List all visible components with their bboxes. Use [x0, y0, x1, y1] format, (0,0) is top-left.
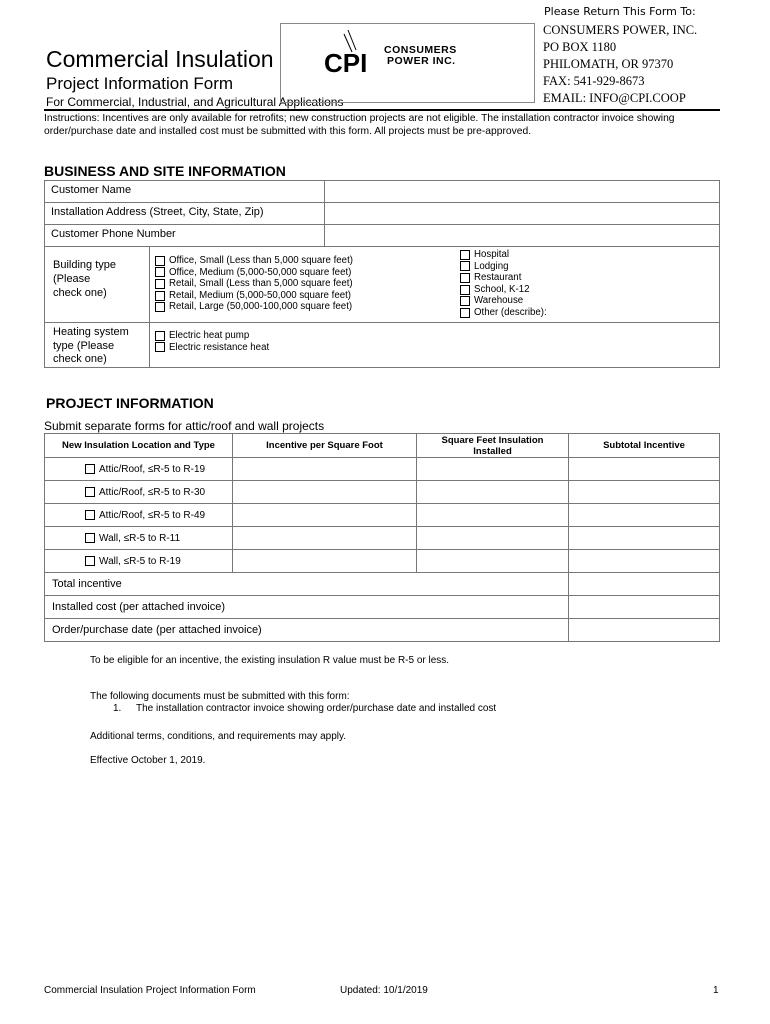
checkbox[interactable] [85, 510, 95, 520]
checkbox[interactable] [460, 273, 470, 283]
location-option[interactable]: Attic/Roof, ≤R-5 to R-30 [45, 481, 233, 504]
subtotal-cell[interactable] [569, 481, 720, 504]
installed-cost-label: Installed cost (per attached invoice) [45, 596, 569, 619]
phone-field[interactable] [325, 225, 720, 247]
table-row [45, 458, 720, 481]
logo-mark-text: CPI [324, 48, 368, 78]
square-feet-cell[interactable] [417, 550, 569, 573]
order-date-label: Order/purchase date (per attached invoice) [45, 619, 569, 642]
phone-label: Customer Phone Number [45, 225, 325, 247]
incentive-cell[interactable] [233, 481, 417, 504]
logo-line: POWER INC. [387, 55, 456, 67]
square-feet-cell[interactable] [417, 504, 569, 527]
building-options-right [460, 249, 547, 319]
heating-option[interactable]: Electric resistance heat [155, 342, 269, 354]
building-option[interactable]: Lodging [460, 261, 547, 273]
checkbox[interactable] [155, 256, 165, 266]
col-header-incentive: Incentive per Square Foot [233, 434, 417, 458]
cpi-logo-mark [318, 28, 382, 78]
order-date-row [45, 619, 720, 642]
return-address [543, 22, 697, 107]
location-option[interactable]: Wall, ≤R-5 to R-19 [45, 550, 233, 573]
col-header-location: New Insulation Location and Type [45, 434, 233, 458]
logo-wordmark [384, 45, 457, 67]
total-row [45, 573, 720, 596]
checkbox[interactable] [155, 267, 165, 277]
building-option[interactable]: Warehouse [460, 295, 547, 307]
form-subtitle: Project Information Form [46, 74, 234, 93]
building-type-label: Building type (Please check one) [53, 259, 116, 299]
building-option[interactable]: Restaurant [460, 272, 547, 284]
location-option[interactable]: Attic/Roof, ≤R-5 to R-49 [45, 504, 233, 527]
subtotal-cell[interactable] [569, 504, 720, 527]
project-section-title: PROJECT INFORMATION [46, 395, 214, 411]
location-option[interactable]: Wall, ≤R-5 to R-11 [45, 527, 233, 550]
address-line: EMAIL: INFO@CPI.COOP [543, 91, 686, 105]
building-option[interactable]: Hospital [460, 249, 547, 261]
checkbox[interactable] [85, 464, 95, 474]
subtotal-cell[interactable] [569, 550, 720, 573]
location-option[interactable]: Attic/Roof, ≤R-5 to R-19 [45, 458, 233, 481]
checkbox[interactable] [155, 279, 165, 289]
heating-options [155, 330, 269, 353]
checkbox[interactable] [155, 302, 165, 312]
business-info-table [44, 180, 720, 247]
building-options-left [155, 255, 353, 313]
checkbox[interactable] [460, 285, 470, 295]
checkbox[interactable] [85, 487, 95, 497]
document-item: The installation contractor invoice showing order/purchase date and installed cost [136, 703, 497, 714]
incentive-cell[interactable] [233, 504, 417, 527]
return-to-label: Please Return This Form To: [544, 5, 696, 18]
checkbox[interactable] [155, 331, 165, 341]
square-feet-cell[interactable] [417, 458, 569, 481]
table-row [45, 481, 720, 504]
form-title: Commercial Insulation [46, 46, 274, 72]
heating-option[interactable]: Electric heat pump [155, 330, 269, 342]
checkbox[interactable] [155, 291, 165, 301]
checkbox[interactable] [460, 261, 470, 271]
checkbox[interactable] [85, 556, 95, 566]
checkbox[interactable] [85, 533, 95, 543]
square-feet-cell[interactable] [417, 481, 569, 504]
order-date-field[interactable] [569, 619, 720, 642]
installed-cost-field[interactable] [569, 596, 720, 619]
project-note: Submit separate forms for attic/roof and wall projects [44, 419, 325, 433]
business-section-title: BUSINESS AND SITE INFORMATION [44, 163, 286, 179]
building-option[interactable]: Retail, Large (50,000-100,000 square feet) [155, 301, 353, 313]
total-incentive-label: Total incentive [45, 573, 569, 596]
customer-name-label: Customer Name [45, 181, 325, 203]
incentive-cell[interactable] [233, 458, 417, 481]
building-type-row [44, 246, 720, 323]
terms-note: Additional terms, conditions, and requirements may apply. [90, 731, 347, 742]
building-option[interactable]: Other (describe): [460, 307, 547, 319]
instructions-text: Instructions: Incentives are only available for retrofits; new construction projects are not eligible. The installation contractor invoice showing order/purchase date and installed cost must be submitted with this form. All projects must be pre-approved. [44, 113, 675, 137]
subtotal-cell[interactable] [569, 527, 720, 550]
incentive-cell[interactable] [233, 550, 417, 573]
building-option[interactable]: Office, Medium (5,000-50,000 square feet) [155, 267, 353, 279]
address-line: PO BOX 1180 [543, 40, 617, 54]
documents-intro: The following documents must be submitted with this form: [90, 691, 350, 702]
header-divider [44, 109, 720, 111]
checkbox[interactable] [155, 342, 165, 352]
document-item-number: 1. [113, 703, 122, 714]
footer-form-name: Commercial Insulation Project Information Form [44, 985, 256, 996]
address-label: Installation Address (Street, City, State, Zip) [45, 203, 325, 225]
address-line: FAX: 541-929-8673 [543, 74, 645, 88]
address-line: PHILOMATH, OR 97370 [543, 57, 674, 71]
eligibility-note: To be eligible for an incentive, the existing insulation R value must be R-5 or less. [90, 655, 450, 666]
building-option[interactable]: Office, Small (Less than 5,000 square feet) [155, 255, 353, 267]
square-feet-cell[interactable] [417, 527, 569, 550]
page-number: 1 [713, 985, 719, 996]
col-header-subtotal: Subtotal Incentive [569, 434, 720, 458]
col-header-square-feet: Square Feet Insulation Installed [417, 434, 569, 458]
address-line: CONSUMERS POWER, INC. [543, 23, 698, 37]
table-row [45, 527, 720, 550]
effective-date: Effective October 1, 2019. [90, 755, 206, 766]
checkbox[interactable] [460, 296, 470, 306]
table-row [45, 504, 720, 527]
checkbox[interactable] [460, 308, 470, 318]
project-table [44, 433, 720, 642]
incentive-cell[interactable] [233, 527, 417, 550]
building-option[interactable]: Retail, Medium (5,000-50,000 square feet) [155, 290, 353, 302]
building-option[interactable]: School, K-12 [460, 284, 547, 296]
customer-name-field[interactable] [325, 181, 720, 203]
total-incentive-field[interactable] [569, 573, 720, 596]
installed-cost-row [45, 596, 720, 619]
building-option[interactable]: Retail, Small (Less than 5,000 square feet) [155, 278, 353, 290]
footer-updated: Updated: 10/1/2019 [340, 985, 428, 996]
subtotal-cell[interactable] [569, 458, 720, 481]
logo-line: CONSUMERS [384, 44, 457, 56]
table-row [45, 550, 720, 573]
heating-type-row [44, 323, 720, 368]
checkbox[interactable] [460, 250, 470, 260]
address-field[interactable] [325, 203, 720, 225]
heating-type-label: Heating system type (Please check one) [53, 326, 129, 365]
applications-line: For Commercial, Industrial, and Agricultural Applications [46, 95, 344, 109]
